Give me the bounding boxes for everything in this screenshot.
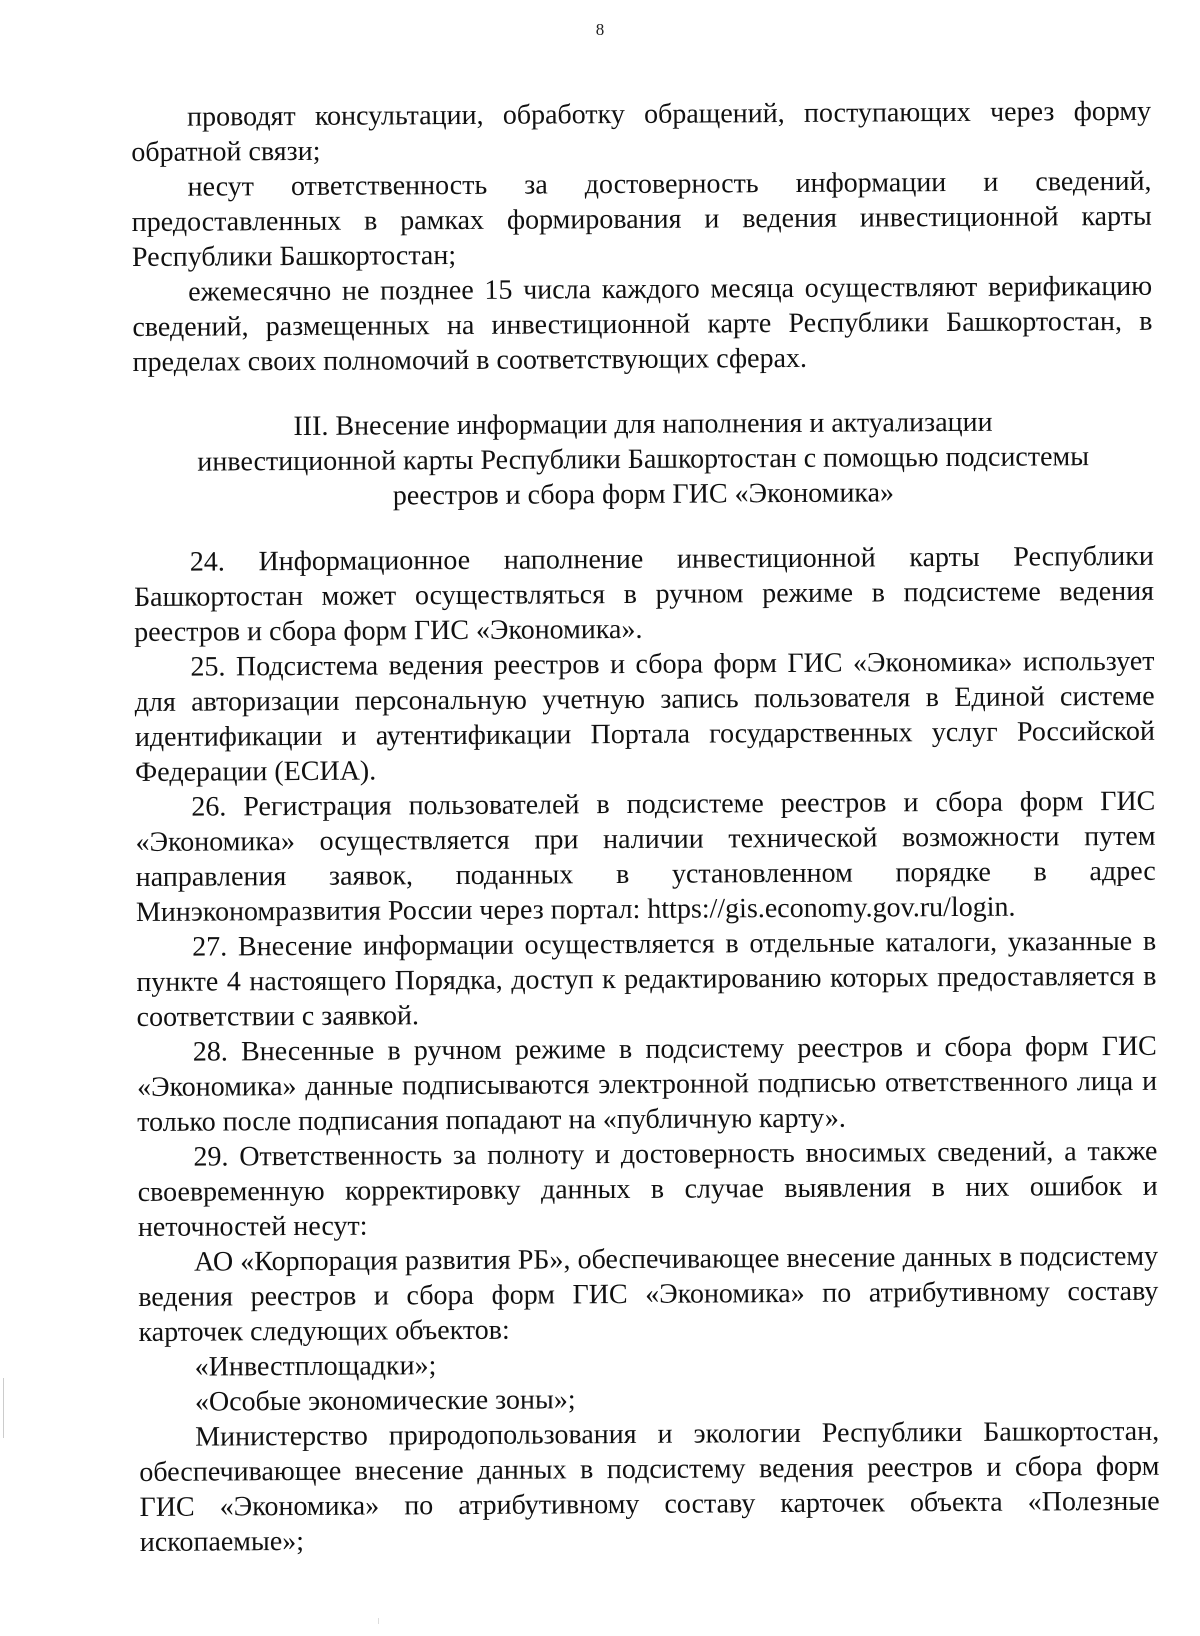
section-heading-line: инвестиционной карты Республики Башкортостан с помощью подсистемы — [197, 441, 1090, 478]
paragraph: проводят консультации, обработку обращений, поступающих через форму обратной связи; — [131, 95, 1152, 168]
scan-edge-mark — [3, 1378, 4, 1438]
scan-artifact-mark — [378, 1618, 379, 1624]
paragraph: несут ответственность за достоверность информации и сведений, предоставленных в рамках формирования и ведения инвестиционной карты Республики Башкортостан; — [131, 165, 1152, 273]
list-item-investplatforms: «Инвестплощадки»; — [194, 1350, 437, 1383]
section-heading-line: реестров и сбора форм ГИС «Экономика» — [392, 477, 895, 512]
document-body — [131, 94, 1160, 1560]
paragraph-29: 29. Ответственность за полноту и достоверность вносимых сведений, а также своевременную корректировку данных в случае выявления в них ошибок и неточностей несут: — [137, 1135, 1158, 1243]
paragraph-25: 25. Подсистема ведения реестров и сбора форм ГИС «Экономика» использует для авторизации персональную учетную запись пользователя в Единой системе идентификации и аутентификации Портала государственных услуг Российской Федерации (ЕСИА). — [134, 645, 1155, 788]
paragraph-ministry: Министерство природопользования и экологии Республики Башкортостан, обеспечивающее внесение данных в подсистему ведения реестров и сбора форм ГИС «Экономика» по атрибутивному составу карточек объекта «Полезные ископаемые»; — [139, 1415, 1160, 1558]
paragraph-28: 28. Внесенные в ручном режиме в подсистему реестров и сбора форм ГИС «Экономика» данные подписываются электронной подписью ответственного лица и только после подписания попадают на «публичную карту». — [136, 1030, 1158, 1138]
paragraph-26: 26. Регистрация пользователей в подсистеме реестров и сбора форм ГИС «Экономика» осуществляется при наличии технической возможности путем направления заявок, поданных в установленном порядке в адрес Минэкономразвития России через портал: https://gis.economy.gov.ru/login. — [135, 785, 1156, 928]
section-heading-line: III. Внесение информации для наполнения и актуализации — [293, 406, 993, 443]
page-number: 8 — [595, 20, 605, 39]
list-item-special-economic-zones: «Особые экономические зоны»; — [194, 1384, 576, 1418]
paragraph-corporation: АО «Корпорация развития РБ», обеспечивающее внесение данных в подсистему ведения реестров и сбора форм ГИС «Экономика» по атрибутивному составу карточек следующих объектов: — [138, 1240, 1159, 1348]
paragraph-24: 24. Информационное наполнение инвестиционной карты Республики Башкортостан может осуществляться в ручном режиме в подсистеме ведения реестров и сбора форм ГИС «Экономика». — [133, 540, 1155, 648]
paragraph: ежемесячно не позднее 15 числа каждого месяца осуществляют верификацию сведений, размещенных на инвестиционной карте Республики Башкортостан, в пределах своих полномочий в соответствующих сферах. — [132, 270, 1153, 378]
section-heading — [153, 404, 1134, 515]
paragraph-27: 27. Внесение информации осуществляется в отдельные каталоги, указанные в пункте 4 настоящего Порядка, доступ к редактированию которых предоставляется в соответствии с заявкой. — [136, 925, 1157, 1033]
